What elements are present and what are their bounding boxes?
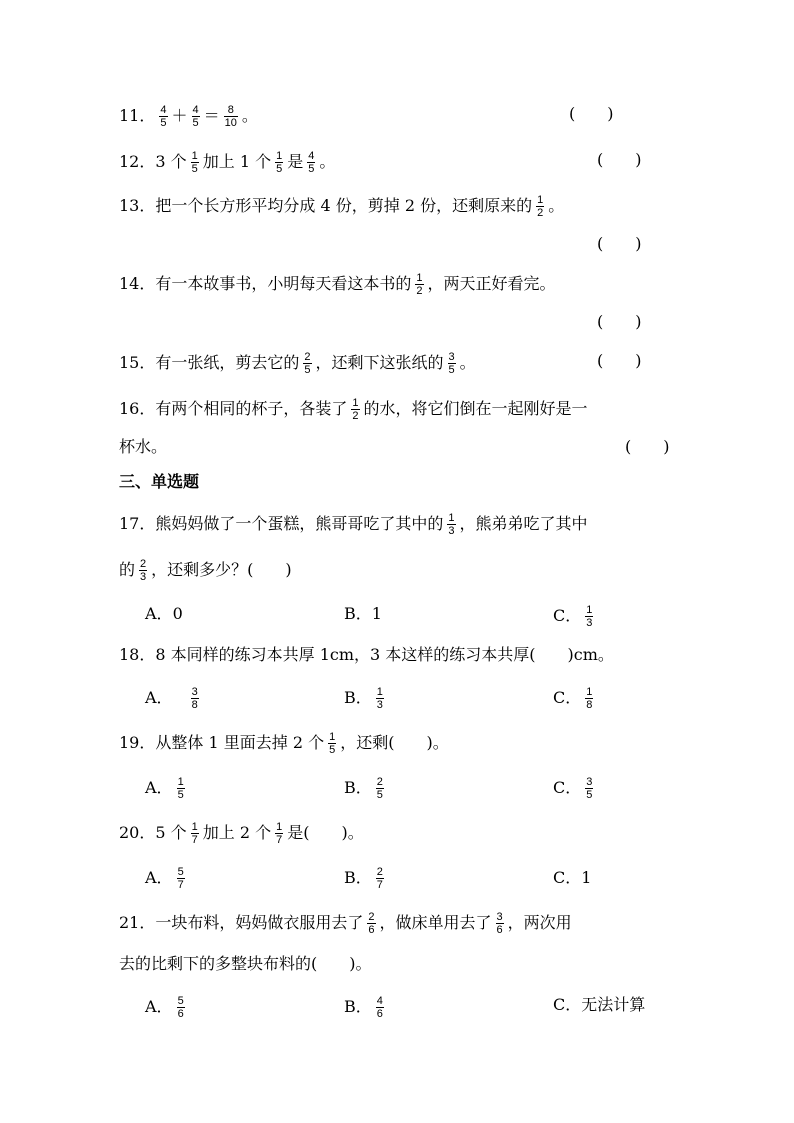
answer-blank[interactable]: ( ) (569, 104, 614, 123)
option-c[interactable]: C．1 (553, 868, 592, 887)
option-b[interactable]: B． $\frac{2}{7}$ (344, 866, 383, 891)
fraction: $\frac{2}{3}$ (140, 558, 147, 583)
fraction: $\frac{1}{7}$ (191, 821, 198, 846)
fraction: $\frac{2}{7}$ (376, 866, 383, 891)
fraction: $\frac{4}{6}$ (376, 995, 383, 1020)
option-c[interactable]: C． $\frac{1}{3}$ (553, 604, 593, 629)
fraction: $\frac{1}{8}$ (586, 686, 593, 711)
question-16-line-2: 杯水。 (119, 437, 168, 456)
question-number: 11． (119, 106, 156, 125)
fraction: $\frac{1}{2}$ (352, 397, 359, 422)
fraction: $\frac{2}{6}$ (368, 911, 375, 936)
fraction: $\frac{4}{5}$ (308, 150, 315, 175)
option-b[interactable]: B． $\frac{2}{5}$ (344, 776, 383, 801)
option-c[interactable]: C． $\frac{3}{5}$ (553, 776, 593, 801)
option-a[interactable]: A．0 (145, 604, 183, 623)
fraction: $\frac{1}{3}$ (448, 512, 455, 537)
answer-blank[interactable]: ( ) (597, 351, 642, 370)
fraction: $\frac{1}{3}$ (376, 686, 383, 711)
fraction: $\frac{3}{6}$ (496, 911, 503, 936)
fraction: $\frac{1}{2}$ (537, 194, 544, 219)
fraction: $\frac{2}{5}$ (376, 776, 383, 801)
option-a[interactable]: A． $\frac{5}{6}$ (145, 995, 184, 1020)
question-14: 14．有一本故事书，小明每天看这本书的 $\frac{1}{2}$ ，两天正好看完。 (119, 272, 556, 297)
option-b[interactable]: B．1 (344, 604, 382, 623)
fraction: $\frac{1}{5}$ (276, 150, 283, 175)
answer-blank[interactable]: ( ) (597, 234, 642, 253)
question-17: 17．熊妈妈做了一个蛋糕，熊哥哥吃了其中的 $\frac{1}{3}$ ，熊弟弟吃了其中 (119, 512, 588, 537)
fraction: $\frac{2}{5}$ (304, 351, 311, 376)
fraction: $\frac{1}{5}$ (191, 150, 198, 175)
question-18: 18．8 本同样的练习本共厚 1cm，3 本这样的练习本共厚( )cm。 (119, 645, 614, 664)
fraction: $\frac{1}{5}$ (329, 731, 336, 756)
answer-blank[interactable]: ( ) (597, 312, 642, 331)
option-c[interactable]: C．无法计算 (553, 995, 646, 1014)
fraction: $\frac{1}{7}$ (276, 821, 283, 846)
question-21-line-2: 去的比剩下的多整块布料的( )。 (119, 954, 372, 973)
option-a[interactable]: A． $\frac{1}{5}$ (145, 776, 184, 801)
question-12: 12．3 个 $\frac{1}{5}$ 加上 1 个 $\frac{1}{5}$ 是 $\frac{4}{5}$ 。 (119, 150, 336, 175)
option-b[interactable]: B． $\frac{4}{6}$ (344, 995, 383, 1020)
question-20: 20．5 个 $\frac{1}{7}$ 加上 2 个 $\frac{1}{7}$ 是( )。 (119, 821, 364, 846)
question-19: 19．从整体 1 里面去掉 2 个 $\frac{1}{5}$ ，还剩( )。 (119, 731, 449, 756)
fraction: $\frac{5}{7}$ (177, 866, 184, 891)
option-b[interactable]: B． $\frac{1}{3}$ (344, 686, 383, 711)
question-21: 21．一块布料，妈妈做衣服用去了 $\frac{2}{6}$ ，做床单用去了 $\frac{3}{6}$ ，两次用 (119, 911, 572, 936)
fraction: $\frac{8}{10}$ (224, 104, 237, 129)
fraction: $\frac{3}{8}$ (191, 686, 198, 711)
fraction: $\frac{1}{3}$ (586, 604, 593, 629)
answer-blank[interactable]: ( ) (597, 150, 642, 169)
option-c[interactable]: C． $\frac{1}{8}$ (553, 686, 593, 711)
fraction: $\frac{1}{2}$ (416, 272, 423, 297)
question-15: 15．有一张纸，剪去它的 $\frac{2}{5}$ ，还剩下这张纸的 $\frac{3}{5}$ 。 (119, 351, 476, 376)
fraction: $\frac{3}{5}$ (586, 776, 593, 801)
fraction: $\frac{5}{6}$ (177, 995, 184, 1020)
option-a[interactable]: A． $\frac{5}{7}$ (145, 866, 184, 891)
question-16: 16．有两个相同的杯子，各装了 $\frac{1}{2}$ 的水，将它们倒在一起刚好是一 (119, 397, 588, 422)
question-17-line-2: 的 $\frac{2}{3}$ ，还剩多少？( ) (119, 558, 292, 583)
question-11: 11． $\frac{4}{5}$ ＋ $\frac{4}{5}$ ＝ $\frac{8}{10}$ 。 (119, 104, 258, 129)
answer-blank[interactable]: ( ) (625, 437, 670, 456)
question-13: 13．把一个长方形平均分成 4 份，剪掉 2 份，还剩原来的 $\frac{1}{2}$ 。 (119, 194, 565, 219)
fraction: $\frac{4}{5}$ (160, 104, 167, 129)
fraction: $\frac{4}{5}$ (192, 104, 199, 129)
fraction: $\frac{1}{5}$ (177, 776, 184, 801)
option-a[interactable]: A． $\frac{3}{8}$ (145, 686, 198, 711)
section-title: 三、单选题 (119, 472, 200, 491)
fraction: $\frac{3}{5}$ (448, 351, 455, 376)
